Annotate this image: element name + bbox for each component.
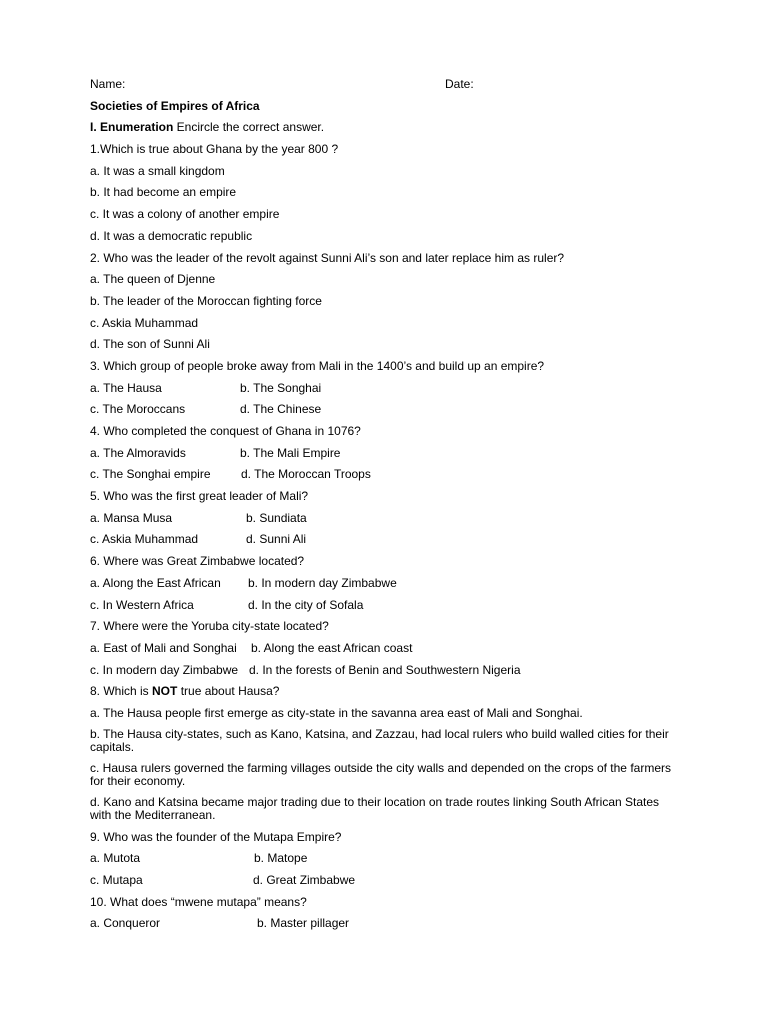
q10-option-a: a. Conqueror (90, 916, 161, 931)
q5-options-ab (90, 511, 680, 533)
section-instruction: Encircle the correct answer. (173, 120, 325, 135)
q6-option-b: b. In modern day Zimbabwe (248, 575, 397, 590)
q8-option-b: b. The Hausa city-states, such as Kano, Katsina, and Zazzau, had local rulers who build walled cities for their capitals. (90, 726, 669, 754)
question-1: 1.Which is true about Ghana by the year 800 ? (90, 142, 339, 157)
question-10: 10. What does “mwene mutapa” means? (90, 894, 307, 909)
q2-option-a: a. The queen of Djenne (90, 272, 216, 287)
q7-options-cd (90, 663, 680, 685)
q6-options-ab (90, 576, 680, 598)
q8-option-c: c. Hausa rulers governed the farming villages outside the city walls and depended on the crops of the farmers for their economy. (90, 760, 671, 788)
question-9: 9. Who was the founder of the Mutapa Empire? (90, 829, 342, 844)
q4-options-cd (90, 467, 680, 489)
q9-option-b: b. Matope (254, 851, 308, 866)
question-8: 8. Which is NOT true about Hausa? (90, 684, 280, 699)
question-5: 5. Who was the first great leader of Mali? (90, 489, 309, 504)
not-emphasis: NOT (152, 684, 178, 699)
q7-option-d: d. In the forests of Benin and Southwestern Nigeria (249, 662, 521, 677)
q8-option-d: d. Kano and Katsina became major trading due to their location on trade routes linking South African States with the Mediterranean. (90, 794, 660, 822)
q3-options-cd (90, 402, 680, 424)
q1-option-b: b. It had become an empire (90, 185, 237, 200)
question-4: 4. Who completed the conquest of Ghana in 1076? (90, 424, 361, 438)
q6-option-a: a. Along the East African (90, 575, 221, 590)
q4-options-ab (90, 446, 680, 468)
section-heading (90, 120, 680, 142)
q1-option-c: c. It was a colony of another empire (90, 207, 280, 222)
q5-options-cd (90, 532, 680, 554)
q2-option-b: b. The leader of the Moroccan fighting force (90, 293, 322, 308)
q9-option-d: d. Great Zimbabwe (253, 873, 356, 887)
q5-option-b: b. Sundiata (246, 510, 307, 525)
q4-option-a: a. The Almoravids (90, 445, 186, 460)
q2-option-d: d. The son of Sunni Ali (90, 337, 210, 352)
q6-options-cd (90, 598, 680, 620)
question-6: 6. Where was Great Zimbabwe located? (90, 554, 305, 569)
q9-options-cd (90, 873, 680, 895)
q10-options-ab (90, 916, 680, 938)
name-label: Name: (90, 77, 126, 91)
q7-option-b: b. Along the east African coast (251, 640, 413, 655)
q3-option-b: b. The Songhai (240, 380, 322, 395)
q10-option-b: b. Master pillager (257, 916, 350, 931)
q3-options-ab (90, 381, 680, 403)
q8-option-a: a. The Hausa people first emerge as city-state in the savanna area east of Mali and Songhai. (90, 705, 583, 720)
q1-option-a: a. It was a small kingdom (90, 163, 225, 178)
page-title: Societies of Empires of Africa (90, 98, 260, 113)
question-3: 3. Which group of people broke away from Mali in the 1400’s and build up an empire? (90, 358, 545, 373)
q5-option-d: d. Sunni Ali (246, 532, 307, 547)
q3-option-d: d. The Chinese (240, 402, 322, 417)
q2-option-c: c. Askia Muhammad (90, 315, 199, 330)
q5-option-c: c. Askia Muhammad (90, 532, 199, 547)
question-2: 2. Who was the leader of the revolt against Sunni Ali’s son and later replace him as ruler? (90, 250, 565, 265)
q6-option-d: d. In the city of Sofala (248, 597, 364, 612)
section-label: I. Enumeration (90, 120, 174, 135)
q5-option-a: a. Mansa Musa (90, 510, 173, 525)
q1-option-d: d. It was a democratic republic (90, 228, 253, 243)
worksheet (90, 77, 680, 938)
date-label: Date: (445, 77, 474, 91)
q9-option-c: c. Mutapa (90, 873, 143, 887)
q7-option-c: c. In modern day Zimbabwe (90, 662, 239, 677)
q4-option-d: d. The Moroccan Troops (241, 467, 371, 482)
header-row (90, 77, 680, 99)
q4-option-b: b. The Mali Empire (240, 445, 341, 460)
q3-option-a: a. The Hausa (90, 380, 162, 395)
q3-option-c: c. The Moroccans (90, 402, 186, 417)
question-7: 7. Where were the Yoruba city-state located? (90, 619, 329, 634)
q4-option-c: c. The Songhai empire (90, 467, 211, 482)
q6-option-c: c. In Western Africa (90, 597, 194, 612)
q7-options-ab (90, 641, 680, 663)
q7-option-a: a. East of Mali and Songhai (90, 640, 237, 655)
q9-options-ab (90, 851, 680, 873)
q9-option-a: a. Mutota (90, 851, 141, 866)
